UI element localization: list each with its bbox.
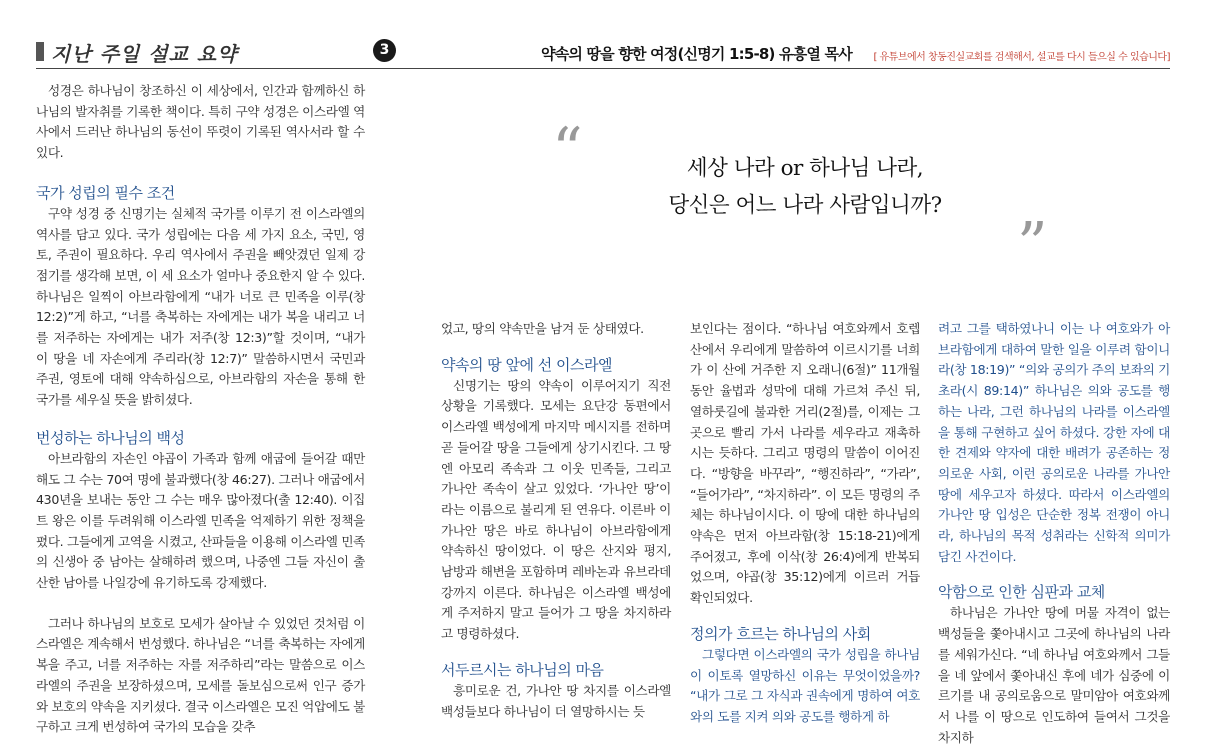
section-heading: 번성하는 하나님의 백성 — [36, 428, 185, 447]
header-bar-mark — [36, 42, 44, 61]
paragraph: 하나님은 가나안 땅에 머물 자격이 없는 백성들을 쫓아내시고 그곳에 하나님의 나라를 세워가신다. “네 하나님 여호와께서 그들을 네 앞에서 쫓아내신 후에 네가 심중에 이르기를 내 공의로움으로 말미암아 여호와께서 나를 이 땅으로 인도하여 들여서 그것을 차지하 — [938, 605, 1170, 745]
paragraph: 그렇다면 이스라엘의 국가 성립을 하나님이 이토록 열망하신 이유는 무엇이었을까? “내가 그로 그 자식과 권속에게 명하여 여호와의 도를 지켜 의와 공도를 행하게 하 — [690, 646, 920, 724]
paragraph: 아브라함의 자손인 야곱이 가족과 함께 애굽에 들어갈 때만 해도 그 수는 70여 명에 불과했다(창 46:27). 그러나 애굽에서 430년을 보내는 동안 그 수는 매우 많아졌다(출 12:40). 이집트 왕은 이를 두려워해 이스라엘 민족을 억제하기 위한 정책을 폈다. 그들에게 고역을 시켰고, 산파들을 이용해 이스라엘 민족의 신생아 중 남아는 살해하려 했으며, 나중엔 그들 자신이 출산한 남아를 나일강에 유기하도록 강제했다. — [36, 450, 365, 591]
column-4 — [938, 319, 1170, 748]
paragraph: 신명기는 땅의 약속이 이루어지기 직전 상황을 기록했다. 모세는 요단강 동편에서 이스라엘 백성에게 마지막 메시지를 전하며 곧 들어갈 땅을 그들에게 상기시킨다. 그 땅엔 아모리 족속과 그 이웃 민족들, 그리고 가나안 족속이 살고 있었다. ‘가나안 땅’이라는 이름으로 불리게 된 연유다. 이른바 이 가나안 땅은 바로 하나님이 아브라함에게 약속하신 땅이었다. 이 땅은 산지와 평지, 남방과 해변을 포함하며 레바논과 유브라데 강까지 이른다. 하나님은 이스라엘 백성에게 주저하지 말고 들어가 그 땅을 차지하라고 명령하셨다. — [441, 377, 671, 642]
pull-quote — [590, 150, 1020, 224]
section-heading: 정의가 흐르는 하나님의 사회 — [690, 624, 871, 643]
paragraph: 구약 성경 중 신명기는 실체적 국가를 이루기 전 이스라엘의 역사를 담고 있다. 국가 성립에는 다음 세 가지 요소, 국민, 영토, 주권이 필요하다. 우리 역사에서 주권을 빼앗겼던 일제 강점기를 생각해 보면, 이 세 요소가 얼마나 중요한지 알 수 있다. 하나님은 일찍이 아브라함에게 “내가 너로 큰 민족을 이루(창 12:2)”게 하고, “너를 축복하는 자에게는 내가 복을 내리고 너를 저주하는 자에게는 내가 저주(창 12:3)”할 것이며, “내가 이 땅을 네 자손에게 주리라(창 12:7)” 말씀하시면서 국민과 주권, 영토에 대해 약속하심으로, 아브라함의 자손을 통해 한 국가를 세우실 뜻을 밝히셨다. — [36, 205, 365, 408]
paragraph: 려고 그를 택하였나니 이는 나 여호와가 아브라함에게 대하여 말한 일을 이루려 함이니라(창 18:19)” “의와 공의가 주의 보좌의 기초라(시 89:14)” 하나님은 의와 공도를 행하는 나라, 그런 하나님의 나라를 이스라엘을 통해 구현하고 싶어 하셨다. 강한 자에 대한 견제와 약자에 대한 배려가 공존하는 정의로운 사회, 이런 공의로운 나라를 가나안 땅에 세우고자 하셨다. 따라서 이스라엘의 가나안 땅 입성은 단순한 정복 전쟁이 아니라, 하나님의 목적 성취라는 신학적 의미가 담긴 사건이다. — [938, 321, 1170, 564]
section-heading: 국가 성립의 필수 조건 — [36, 183, 175, 202]
section-heading: 악함으로 인한 심판과 교체 — [938, 583, 1105, 602]
paragraph: 었고, 땅의 약속만을 남겨 둔 상태였다. — [441, 321, 644, 336]
quote-open-mark: “ — [552, 115, 583, 185]
column-3 — [690, 319, 920, 728]
page-number-badge: 3 — [373, 39, 396, 62]
paragraph: 그러나 하나님의 보호로 모세가 살아날 수 있었던 것처럼 이스라엘은 계속해서 번성했다. 하나님은 “너를 축복하는 자에게 복을 주고, 너를 저주하는 자를 저주하리”라는 말씀으로 이스라엘의 주권을 보장하셨으며, 모세를 돌보심으로써 인구 증가와 보호의 약속을 지키셨다. 결국 이스라엘은 모진 억압에도 불구하고 크게 번성하여 국가의 모습을 갖추 — [36, 615, 365, 735]
section-heading: 약속의 땅 앞에 선 이스라엘 — [441, 355, 612, 374]
paragraph: 성경은 하나님이 창조하신 이 세상에서, 인간과 함께하신 하나님의 발자취를 기록한 책이다. 특히 구약 성경은 이스라엘 역사에서 드러난 하나님의 동선이 뚜렷이 기록된 역사서라 할 수 있다. — [36, 83, 365, 161]
paragraph: 보인다는 점이다. “하나님 여호와께서 호렙산에서 우리에게 말씀하여 이르시기를 너희가 이 산에 거주한 지 오래니(6절)” 11개월 동안 율법과 성막에 대해 가르쳐 주신 뒤, 열하룻길에 불과한 거리(2절)를, 이제는 그곳으로 빨리 가서 나라를 세우라고 재촉하시는 듯하다. 그리고 명령의 말씀이 이어진다. “방향을 바꾸라”, “행진하라”, “가라”, “들어가라”, “차지하라”. 이 모든 명령의 주체는 하나님이시다. 이 땅에 대한 하나님의 약속은 먼저 아브라함(창 15:18-21)에게 주어졌고, 후에 이삭(창 26:4)에게 반복되었으며, 야곱(창 35:12)에게 이르러 거듭 확인되었다. — [690, 321, 920, 606]
youtube-note: [ 유튜브에서 창동진실교회를 검색해서, 설교를 다시 들으실 수 있습니다] — [873, 52, 1170, 63]
page-header — [36, 38, 1170, 69]
section-title: 지난 주일 설교 요약 — [51, 42, 238, 66]
pull-quote-line-1: 세상 나라 or 하나님 나라, — [686, 156, 924, 181]
paragraph: 흥미로운 건, 가나안 땅 차지를 이스라엘 백성들보다 하나님이 더 열망하시는 듯 — [441, 682, 671, 719]
quote-close-mark: ” — [1017, 210, 1048, 280]
column-1 — [36, 81, 365, 738]
section-heading: 서두르시는 하나님의 마음 — [441, 660, 604, 679]
pull-quote-line-2: 당신은 어느 나라 사람입니까? — [668, 193, 942, 218]
column-2 — [441, 319, 671, 722]
sermon-title: 약속의 땅을 향한 여정(신명기 1:5-8) 유흥열 목사 — [541, 45, 852, 63]
